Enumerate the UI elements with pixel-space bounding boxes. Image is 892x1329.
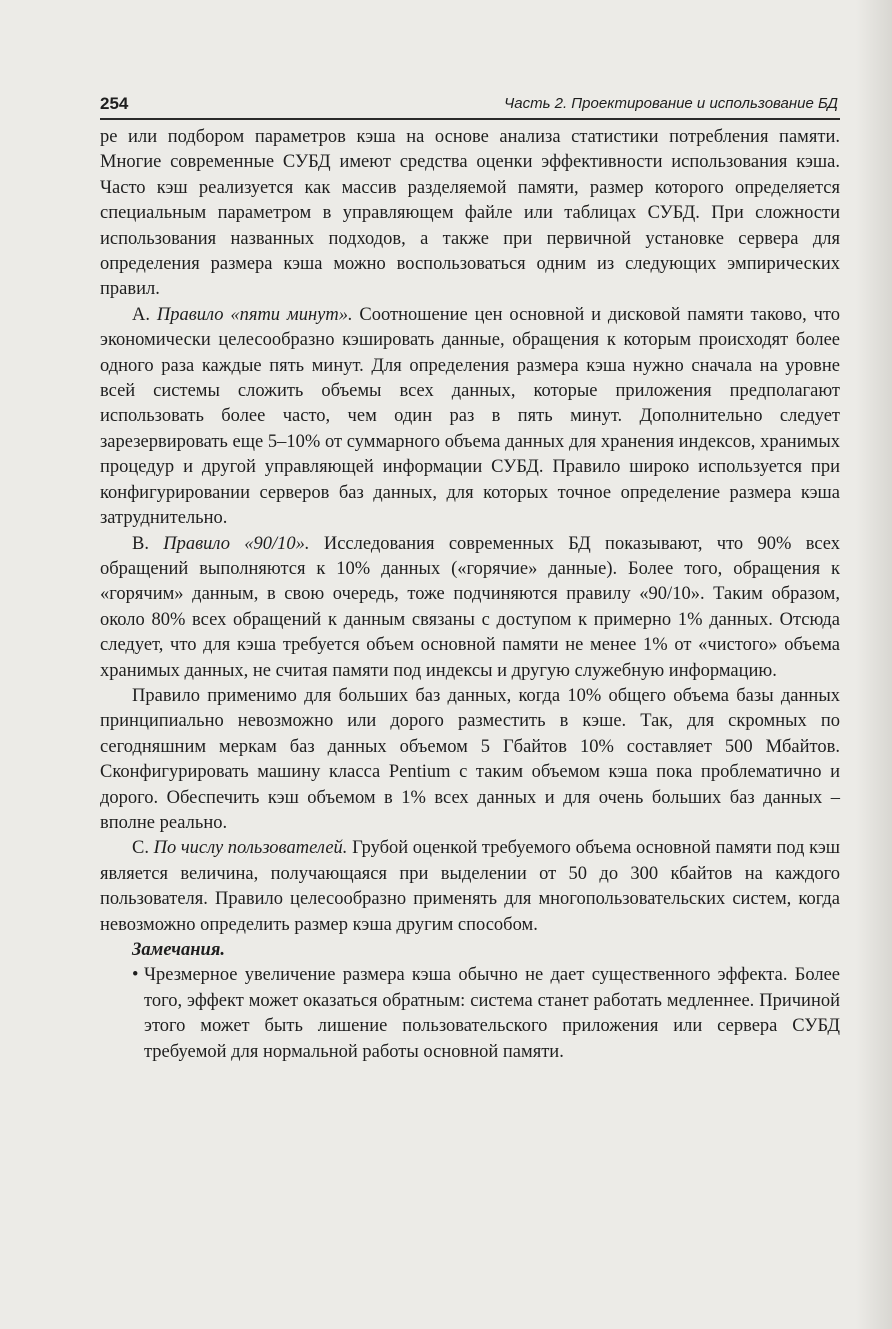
rule-b-title: Правило «90/10».: [163, 533, 310, 554]
rule-b-note-paragraph: Правило применимо для больших баз данных, когда 10% общего объема базы данных принципиально невозможно или дорого разместить в кэше. Так, для скромных по сегодняшним меркам баз данных объемом 5 Гбайтов 10% составляет 500 Мбайтов. Сконфигурировать машину класса Pentium с таким объемом кэша пока проблематично и дорого. Обеспечить кэш объемом в 1% всех данных и для очень больших баз данных – вполне реально.: [100, 685, 840, 833]
rule-b-text: Исследования современных БД показывают, что 90% всех обращений выполняются к 10% данных («горячие» данные). Более того, обращения к «горячим» данным, в свою очередь, тоже подчиняются правилу «90/10». Таким образом, около 80% всех обращений к данным связаны с доступом к примерно 1% данных. Отсюда следует, что для кэша требуется объем основной памяти не менее 1% от «чистого» объема хранимых данных, не считая памяти под индексы и другую служебную информацию.: [100, 533, 840, 681]
notes-list: [100, 963, 840, 1065]
running-header: [100, 92, 840, 120]
intro-paragraph: ре или подбором параметров кэша на основе анализа статистики потребления памяти. Многие современные СУБД имеют средства оценки эффективности использования кэша. Часто кэш реализуется как массив разделяемой памяти, размер которого определяется специальным параметром в управляющем файле или таблицах СУБД. При сложности использования названных подходов, а также при первичной установке сервера для определения размера кэша можно воспользоваться одним из следующих эмпирических правил.: [100, 127, 840, 300]
rule-a-marker: А.: [132, 304, 157, 325]
rule-c-paragraph: [100, 836, 840, 938]
rule-a-text: Соотношение цен основной и дисковой памяти таково, что экономически целесообразно кэшировать данные, обращения к которым происходят более одного раза каждые пять минут. Для определения размера кэша нужно сначала на уровне всей системы сложить объемы всех данных, которые приложения предполагают использовать более часто, чем один раз в пять минут. Дополнительно следует зарезервировать еще 5–10% от суммарного объема данных для хранения индексов, хранимых процедур и другой управляющей информации СУБД. Правило широко используется при конфигурировании серверов баз данных, для которых точное определение размера кэша затруднительно.: [100, 304, 840, 529]
rule-c-text: Грубой оценкой требуемого объема основной памяти под кэш является величина, получающаяся при выделении от 50 до 300 кбайтов на каждого пользователя. Правило целесообразно применять для многопользовательских систем, когда невозможно определить размер кэша другим способом.: [100, 838, 841, 935]
body-text: [100, 125, 840, 1065]
rule-c-title: По числу пользователей.: [153, 838, 348, 859]
list-item: • Чрезмерное увеличение размера кэша обычно не дает существенного эффекта. Более того, эффект может оказаться обратным: система станет работать медленнее. Причиной этого может быть лишение пользовательского приложения или сервера СУБД требуемой для нормальной работы основной памяти.: [100, 963, 840, 1065]
rule-a-paragraph: [100, 303, 840, 532]
rule-b-paragraph: [100, 532, 840, 684]
page-number: 254: [100, 94, 129, 113]
rule-a-title: Правило «пяти минут».: [156, 304, 353, 325]
rule-b-marker: В.: [132, 533, 164, 554]
page-edge-shadow: [856, 0, 892, 1329]
notes-heading: Замечания.: [132, 940, 225, 960]
running-title: Часть 2. Проектирование и использование БД: [504, 95, 838, 112]
rule-c-marker: С.: [132, 838, 154, 859]
